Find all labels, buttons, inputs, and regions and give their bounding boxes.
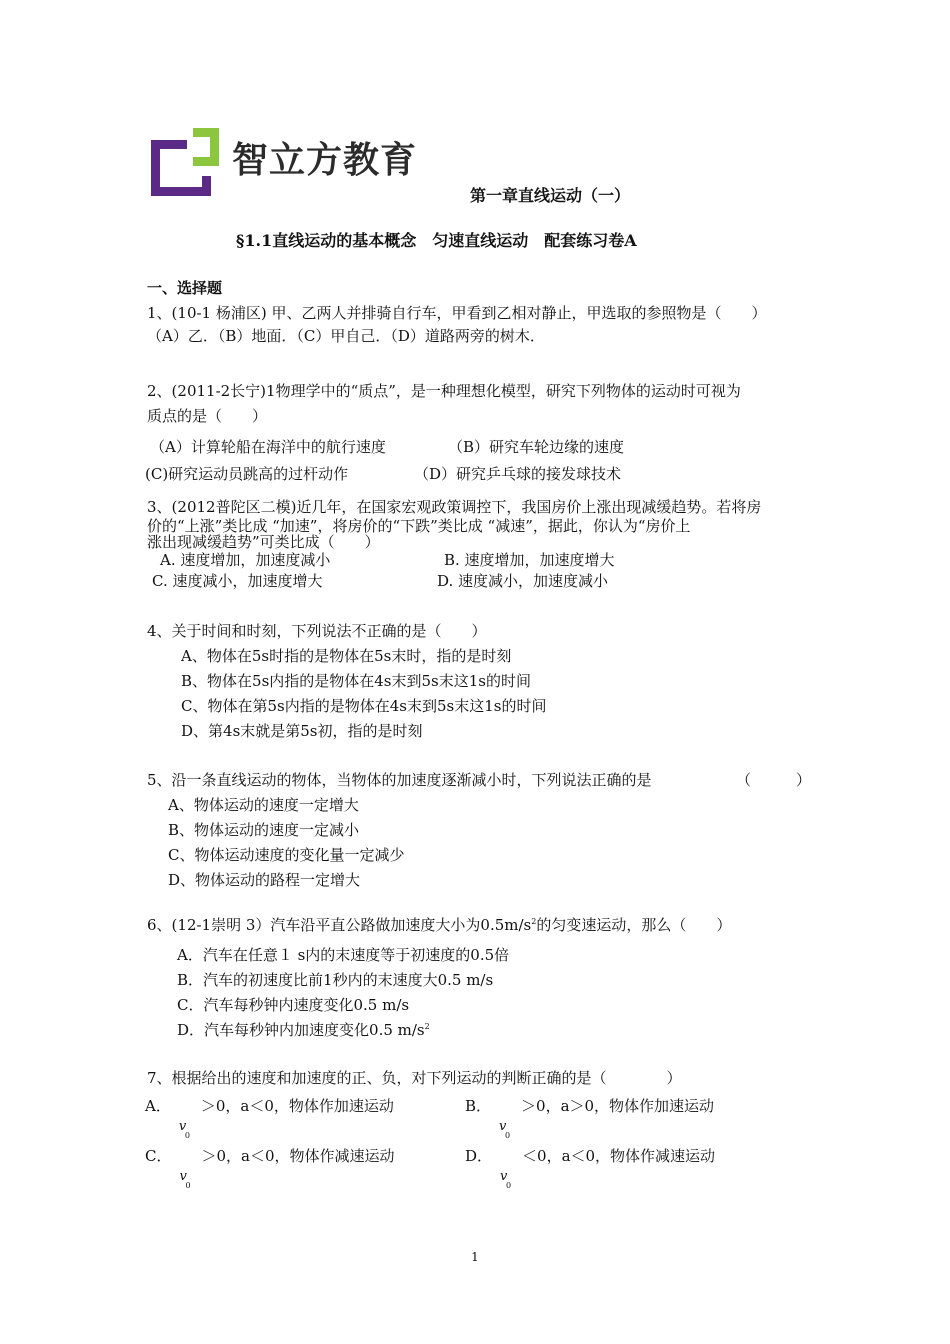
question-6-option-c: C．汽车每秒钟内速度变化0.5 m/s bbox=[177, 996, 410, 1014]
section-heading: 一、选择题 bbox=[147, 279, 223, 297]
section-title: §1.1直线运动的基本概念 匀速直线运动 配套练习卷A bbox=[236, 231, 637, 250]
question-7-option-a: A． 0 v ＞0，a＜0，物体作加速运动 bbox=[145, 1097, 394, 1140]
question-4-option-c: C、物体在第5s内指的是物体在4s末到5s末这1s的时间 bbox=[181, 697, 547, 715]
question-7-option-d: D． 0 v ＜0，a＜0，物体作减速运动 bbox=[465, 1147, 716, 1190]
question-6-option-b: B．汽车的初速度比前1秒内的末速度大0.5 m/s bbox=[177, 971, 494, 989]
question-5-answer-blank: （ ） bbox=[736, 771, 812, 789]
question-1-options: （A）乙．（B）地面．（C）甲自己．（D）道路两旁的树木． bbox=[147, 327, 545, 345]
question-4-text: 4、关于时间和时刻，下列说法不正确的是（ ） bbox=[147, 622, 487, 640]
question-3-text-line3: 涨出现减缓趋势”可类比成（ ） bbox=[147, 533, 380, 551]
question-5-option-b: B、物体运动的速度一定减小 bbox=[168, 821, 360, 839]
question-6-option-d: D．汽车每秒钟内加速度变化0.5 $m/s^2$ bbox=[177, 1021, 430, 1039]
question-2-option-c: (C)研究运动员跳高的过杆动作 bbox=[145, 465, 349, 483]
question-3-option-b: B. 速度增加，加速度增大 bbox=[444, 551, 615, 569]
question-5-option-d: D、物体运动的路程一定增大 bbox=[168, 871, 361, 889]
question-4-option-b: B、物体在5s内指的是物体在4s末到5s末这1s的时间 bbox=[181, 672, 531, 690]
question-5-option-a: A、物体运动的速度一定增大 bbox=[168, 796, 359, 814]
question-6-option-a: A．汽车在任意１ s内的末速度等于初速度的0.5倍 bbox=[177, 946, 510, 964]
question-1-text: 1、(10-1 杨浦区) 甲、乙两人并排骑自行车，甲看到乙相对静止，甲选取的参照物是（ ） bbox=[147, 304, 767, 322]
question-3-text-line1: 3、(2012普陀区二模)近几年，在国家宏观政策调控下，我国房价上涨出现减缓趋势。若将房 bbox=[147, 498, 762, 516]
question-4-option-d: D、第4s末就是第5s初，指的是时刻 bbox=[181, 722, 423, 740]
question-3-option-c: C. 速度减小，加速度增大 bbox=[152, 572, 323, 590]
question-3-text-line2: 价的“上涨”类比成 “加速”，将房价的“下跌”类比成 “减速”，据此，你认为“房价上 bbox=[147, 517, 691, 535]
logo-text: 智立方教育 bbox=[232, 140, 418, 181]
question-3-option-a: A. 速度增加，加速度减小 bbox=[160, 551, 331, 569]
question-4-option-a: A、物体在5s时指的是物体在5s末时，指的是时刻 bbox=[181, 647, 512, 665]
question-2-text-line1: 2、(2011-2长宁)1物理学中的“质点”，是一种理想化模型，研究下列物体的运动时可视为 bbox=[147, 382, 741, 400]
question-7-option-b: B． 0 v ＞0，a＞0，物体作加速运动 bbox=[465, 1097, 715, 1140]
question-2-option-d: （D）研究乒乓球的接发球技术 bbox=[414, 465, 622, 483]
page-number: 1 bbox=[471, 1250, 479, 1264]
question-7-text: 7、根据给出的速度和加速度的正、负，对下列运动的判断正确的是（ ） bbox=[147, 1069, 682, 1087]
question-5-option-c: C、物体运动速度的变化量一定减少 bbox=[168, 846, 405, 864]
question-2-text-line2: 质点的是（ ） bbox=[147, 407, 268, 425]
question-2-option-b: （B）研究车轮边缘的速度 bbox=[448, 438, 625, 456]
question-3-option-d: D. 速度减小，加速度减小 bbox=[437, 572, 609, 590]
chapter-title: 第一章直线运动（一） bbox=[469, 186, 630, 205]
question-6-text: 6、(12-1崇明 3）汽车沿平直公路做加速度大小为$0.5m/s^2$的匀变速运动，那么（ ） bbox=[147, 916, 732, 934]
question-2-option-a: （A）计算轮船在海洋中的航行速度 bbox=[150, 438, 386, 456]
question-5-text: 5、沿一条直线运动的物体，当物体的加速度逐渐减小时，下列说法正确的是 bbox=[147, 771, 652, 789]
question-7-option-c: C． 0 v ＞0，a＜0，物体作减速运动 bbox=[145, 1147, 395, 1190]
